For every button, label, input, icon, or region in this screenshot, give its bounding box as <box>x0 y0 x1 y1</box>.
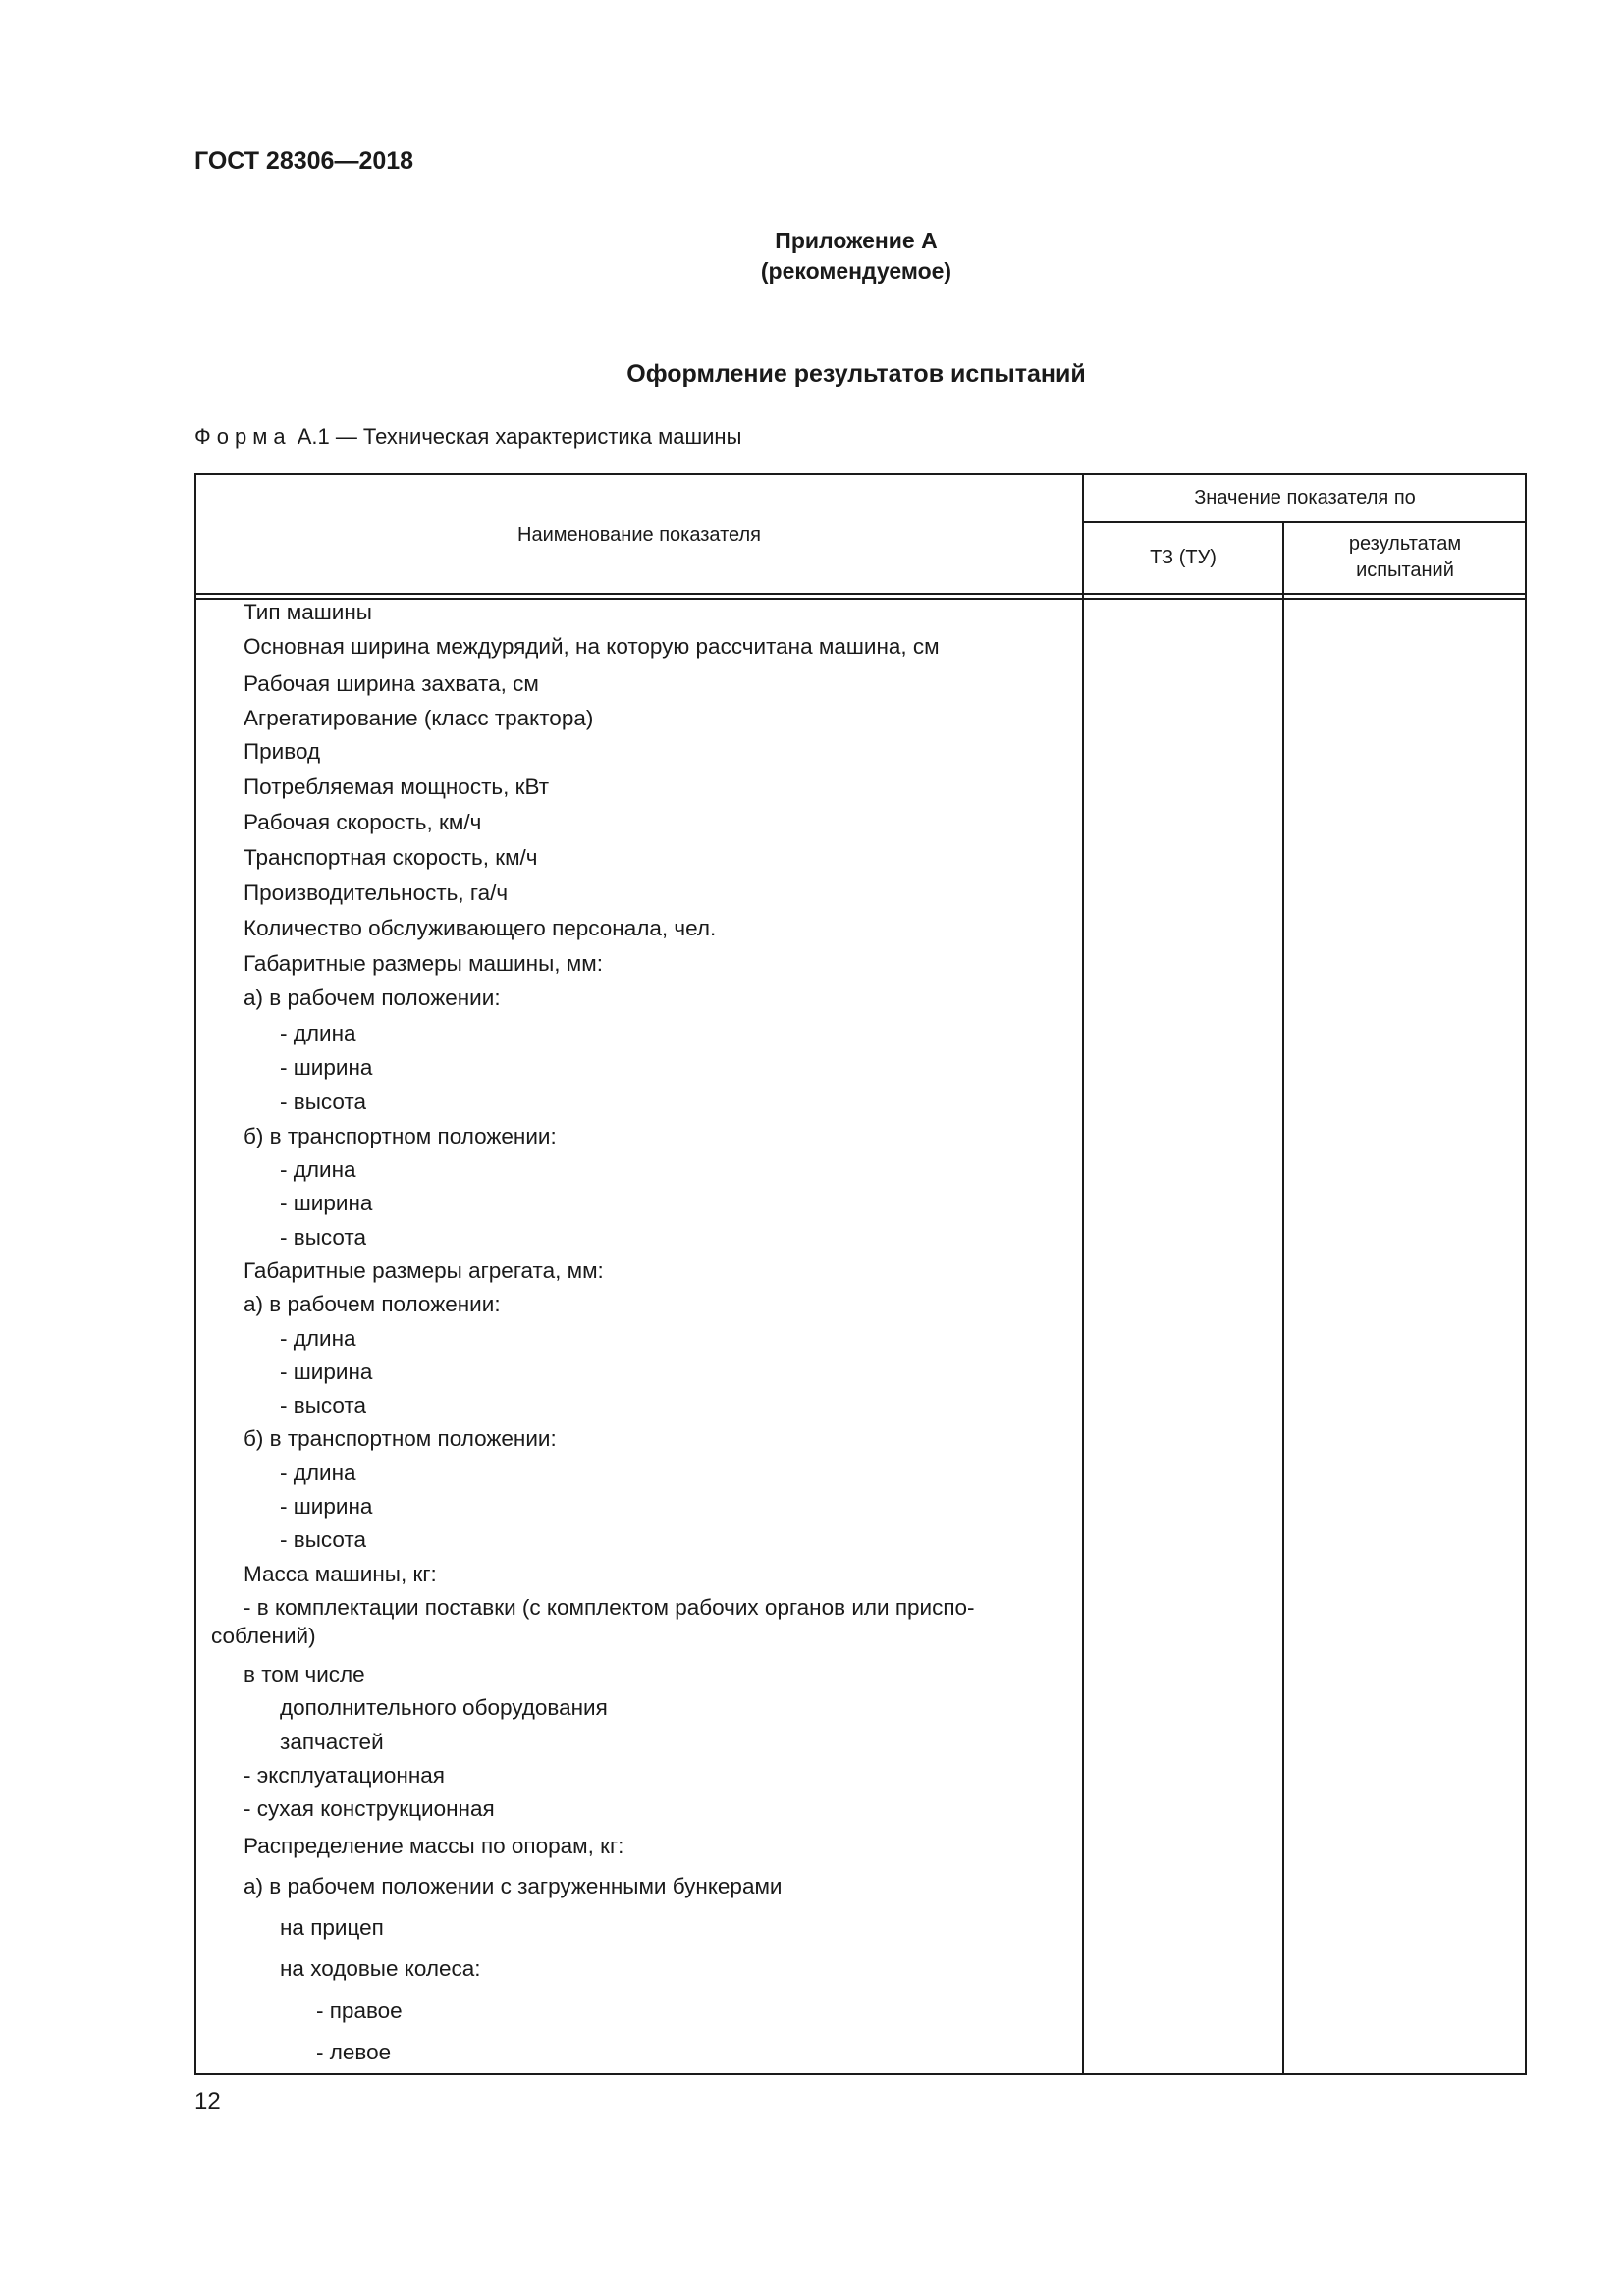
header-bottom-rule <box>195 593 1526 595</box>
table-row: Агрегатирование (класс трактора) <box>244 706 594 730</box>
table-row: - ширина <box>280 1055 373 1080</box>
table-row: - в комплектации поставки (с комплектом рабочих органов или приспо- <box>244 1595 975 1620</box>
table-row: б) в транспортном положении: <box>244 1124 557 1148</box>
column-divider-value <box>1282 522 1284 2074</box>
table-row: - ширина <box>280 1191 373 1215</box>
table-row: соблений) <box>211 1624 316 1648</box>
table-row: а) в рабочем положении с загруженными бункерами <box>244 1874 783 1898</box>
header-col-results-line2: испытаний <box>1356 560 1454 581</box>
header-value: Значение показателя по <box>1194 487 1416 508</box>
table-row: - высота <box>280 1527 366 1552</box>
table-row: - ширина <box>280 1494 373 1519</box>
table-row: - длина <box>280 1021 356 1045</box>
table-row: а) в рабочем положении: <box>244 1292 501 1316</box>
table-row: Габаритные размеры машины, мм: <box>244 951 603 976</box>
form-label: Форма <box>194 424 292 449</box>
table-row: - эксплуатационная <box>244 1763 445 1788</box>
table-row: - длина <box>280 1157 356 1182</box>
table-row: Привод <box>244 739 321 764</box>
table-row: Габаритные размеры агрегата, мм: <box>244 1258 604 1283</box>
page-number: 12 <box>194 2088 221 2114</box>
table-row: а) в рабочем положении: <box>244 986 501 1010</box>
table-row: на прицеп <box>280 1915 384 1940</box>
table-row: - ширина <box>280 1360 373 1384</box>
table-row: Масса машины, кг: <box>244 1562 437 1586</box>
table-row: запчастей <box>280 1730 384 1754</box>
header-name: Наименование показателя <box>517 524 761 546</box>
table-row: Тип машины <box>244 600 372 624</box>
table-row: Потребляемая мощность, кВт <box>244 774 550 799</box>
table-row: Количество обслуживающего персонала, чел. <box>244 916 717 940</box>
header-bottom-rule-second <box>195 598 1526 600</box>
standard-id: ГОСТ 28306—2018 <box>194 147 414 175</box>
table-row: Основная ширина междурядий, на которую рассчитана машина, см <box>244 634 940 659</box>
header-col-results-line1: результатам <box>1348 533 1462 555</box>
table-row: - правое <box>316 1999 403 2023</box>
column-divider-name <box>1082 474 1084 2074</box>
table-row: Рабочая ширина захвата, см <box>244 671 539 696</box>
table-row: на ходовые колеса: <box>280 1956 481 1981</box>
section-title: Оформление результатов испытаний <box>626 360 1086 388</box>
table-row: Рабочая скорость, км/ч <box>244 810 482 834</box>
table-row: в том числе <box>244 1662 365 1686</box>
table-row: Транспортная скорость, км/ч <box>244 845 538 870</box>
header-col-tz: ТЗ (ТУ) <box>1150 547 1217 568</box>
appendix-title: Приложение А <box>775 228 938 253</box>
table-row: Производительность, га/ч <box>244 881 509 905</box>
table-row: б) в транспортном положении: <box>244 1426 557 1451</box>
form-caption <box>194 424 741 450</box>
table-row: - длина <box>280 1461 356 1485</box>
header-value-divider <box>1083 521 1526 523</box>
table-row: Распределение массы по опорам, кг: <box>244 1834 624 1858</box>
table-row: - сухая конструкционная <box>244 1796 495 1821</box>
table-row: - высота <box>280 1225 366 1250</box>
table-row: - длина <box>280 1326 356 1351</box>
table-row: - высота <box>280 1393 366 1417</box>
table-row: дополнительного оборудования <box>280 1695 608 1720</box>
appendix-note: (рекомендуемое) <box>760 258 952 284</box>
table-row: - левое <box>316 2040 392 2064</box>
table-row: - высота <box>280 1090 366 1114</box>
form-caption-text: А.1 — Техническая характеристика машины <box>297 424 742 449</box>
